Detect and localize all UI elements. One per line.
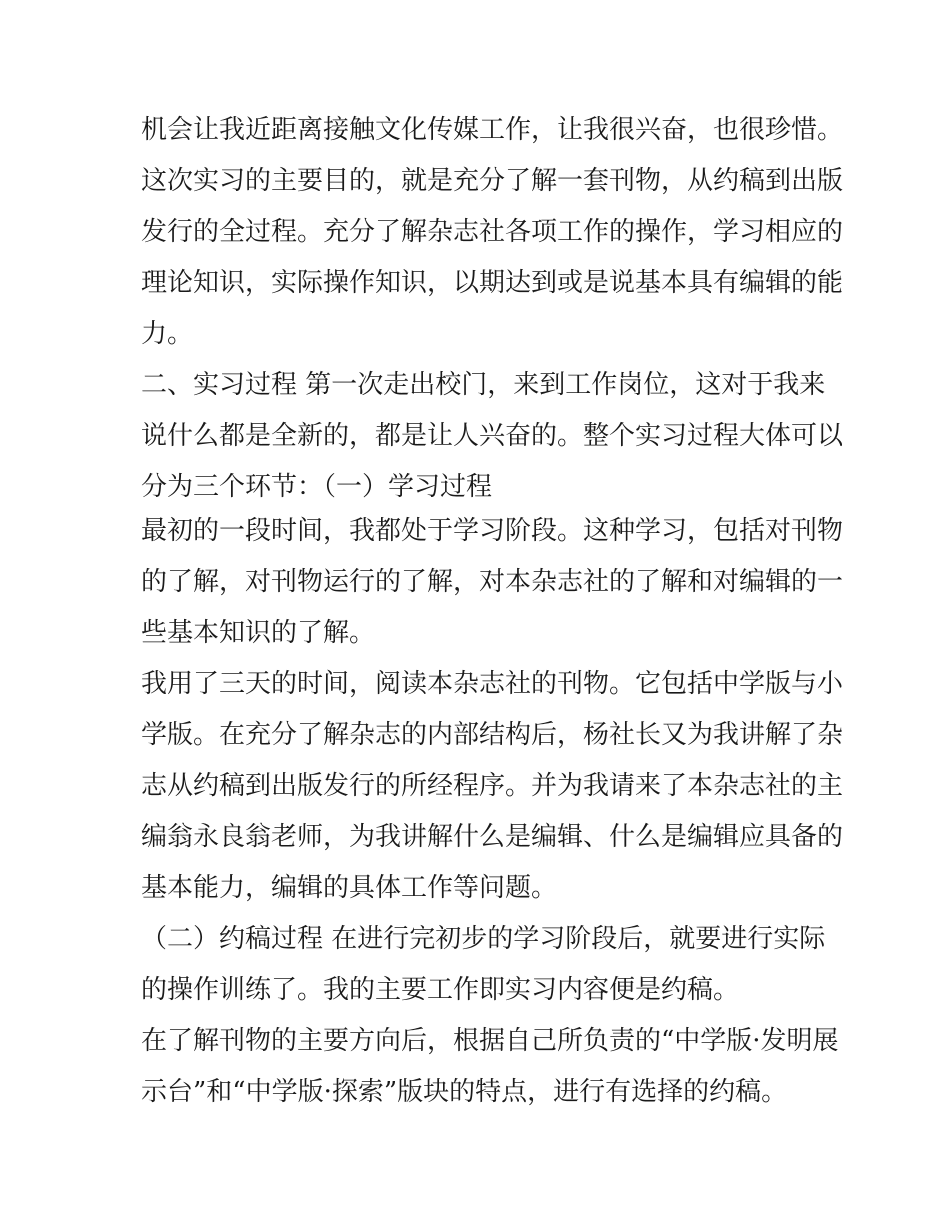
text-line: 在了解刊物的主要方向后，根据自己所负责的“中学版·发明展: [141, 1026, 839, 1056]
text-line: 的操作训练了。我的主要工作即实习内容便是约稿。: [141, 975, 740, 1005]
text-line: 的了解，对刊物运行的了解，对本杂志社的了解和对编辑的一: [141, 567, 844, 597]
text-line: 学版。在充分了解杂志的内部结构后，杨社长又为我讲解了杂: [141, 720, 844, 750]
text-line: 我用了三天的时间，阅读本杂志社的刊物。它包括中学版与小: [141, 669, 844, 699]
text-line: 编翁永良翁老师，为我讲解什么是编辑、什么是编辑应具备的: [141, 822, 844, 852]
text-line: 机会让我近距离接触文化传媒工作，让我很兴奋，也很珍惜。: [141, 115, 844, 145]
text-line: 示台”和“中学版·探索”版块的特点，进行有选择的约稿。: [141, 1077, 788, 1107]
text-line: 这次实习的主要目的，就是充分了解一套刊物，从约稿到出版: [141, 166, 844, 196]
text-line: 力。: [141, 319, 194, 349]
text-line: 基本能力，编辑的具体工作等问题。: [141, 873, 558, 903]
text-line: 理论知识，实际操作知识，以期达到或是说基本具有编辑的能: [141, 268, 844, 298]
document-body: [141, 105, 844, 1118]
text-line: 志从约稿到出版发行的所经程序。并为我请来了本杂志社的主: [141, 771, 844, 801]
text-line: 发行的全过程。充分了解杂志社各项工作的操作，学习相应的: [141, 217, 844, 247]
text-line: 说什么都是全新的，都是让人兴奋的。整个实习过程大体可以: [141, 421, 844, 451]
subsection-heading-line: （二）约稿过程 在进行完初步的学习阶段后，就要进行实际: [141, 924, 826, 954]
section-heading-line: 二、实习过程 第一次走出校门，来到工作岗位，这对于我来: [141, 370, 826, 400]
text-line: 些基本知识的了解。: [141, 618, 376, 648]
subsection-heading-line: 分为三个环节：（一）学习过程: [141, 472, 493, 502]
text-line: 最初的一段时间，我都处于学习阶段。这种学习，包括对刊物: [141, 516, 844, 546]
